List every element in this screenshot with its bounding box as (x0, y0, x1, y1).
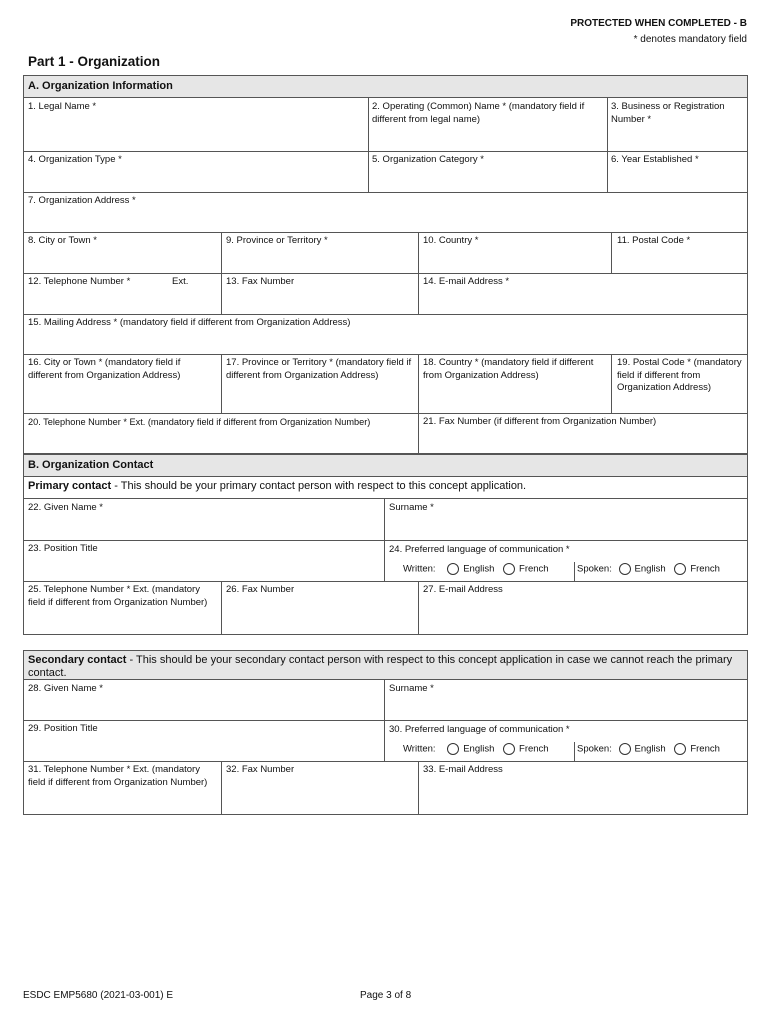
primary-contact-bold: Primary contact (28, 480, 112, 492)
french-label: French (519, 563, 549, 575)
fax-field[interactable] (222, 289, 417, 313)
secondary-contact-bold: Secondary contact (28, 654, 127, 666)
organization-address-field[interactable] (24, 208, 747, 231)
postal-code-field[interactable] (612, 248, 747, 272)
primary-surname-field[interactable] (385, 515, 747, 539)
french-label: French (690, 563, 720, 575)
primary-spoken-english-radio[interactable] (619, 563, 631, 575)
telephone-field[interactable] (24, 289, 220, 313)
page-number: Page 3 of 8 (360, 990, 412, 1001)
primary-fax-field[interactable] (222, 597, 417, 634)
city-field[interactable] (24, 248, 220, 272)
french-label: French (690, 743, 720, 755)
primary-telephone-label: 25. Telephone Number * Ext. (mandatory field if different from Organization Number) (28, 584, 208, 608)
mailing-telephone-label: 20. Telephone Number * Ext. (mandatory field if different from Organization Number) (28, 417, 371, 427)
secondary-contact-text: - This should be your secondary contact person with respect to this concept application in case we cannot reach the primary contact. (28, 654, 733, 679)
primary-language-options (403, 563, 549, 576)
primary-surname-label: Surname * (389, 502, 434, 513)
business-number-field[interactable] (608, 126, 747, 150)
email-label: 14. E-mail Address * (423, 276, 510, 287)
primary-spoken-options (577, 563, 720, 576)
mailing-city-field[interactable] (24, 383, 220, 412)
primary-language-label: 24. Preferred language of communication * (389, 544, 570, 555)
secondary-given-name-field[interactable] (24, 696, 383, 719)
telephone-ext-label: Ext. (172, 276, 189, 287)
legal-name-field[interactable] (24, 114, 367, 150)
primary-fax-label: 26. Fax Number (226, 584, 295, 595)
mailing-province-label: 17. Province or Territory * (mandatory field if different from Organization Address) (226, 357, 412, 381)
spoken-label: Spoken: (577, 743, 612, 755)
mailing-fax-field[interactable] (419, 429, 747, 453)
mailing-address-field[interactable] (24, 330, 747, 353)
operating-name-label: 2. Operating (Common) Name * (mandatory field if different from legal name) (372, 101, 585, 125)
secondary-spoken-french-radio[interactable] (674, 743, 686, 755)
secondary-email-label: 33. E-mail Address (423, 764, 503, 775)
postal-code-label: 11. Postal Code * (617, 235, 691, 246)
primary-written-french-radio[interactable] (503, 563, 515, 575)
form-id: ESDC EMP5680 (2021-03-001) E (23, 990, 174, 1001)
english-label: English (463, 563, 495, 575)
secondary-telephone-label: 31. Telephone Number * Ext. (mandatory field if different from Organization Number) (28, 764, 208, 788)
mandatory-note: * denotes mandatory field (633, 34, 747, 45)
english-label: English (634, 563, 666, 575)
primary-contact-text: - This should be your primary contact person with respect to this concept application. (111, 480, 527, 492)
secondary-spoken-options (577, 743, 720, 756)
secondary-given-name-label: 28. Given Name * (28, 683, 103, 694)
primary-spoken-french-radio[interactable] (674, 563, 686, 575)
secondary-written-english-radio[interactable] (447, 743, 459, 755)
telephone-label: 12. Telephone Number * (28, 276, 131, 287)
secondary-spoken-english-radio[interactable] (619, 743, 631, 755)
city-label: 8. City or Town * (28, 235, 97, 246)
mailing-address-label: 15. Mailing Address * (mandatory field if different from Organization Address) (28, 317, 351, 328)
english-label: English (634, 743, 666, 755)
organization-category-field[interactable] (369, 167, 606, 191)
part-title: Part 1 - Organization (28, 54, 161, 69)
mailing-country-field[interactable] (419, 383, 610, 412)
mailing-province-field[interactable] (222, 383, 417, 412)
legal-name-label: 1. Legal Name * (28, 101, 97, 112)
organization-address-label: 7. Organization Address * (28, 195, 136, 206)
secondary-surname-label: Surname * (389, 683, 434, 694)
primary-position-label: 23. Position Title (28, 543, 98, 554)
written-label: Written: (403, 743, 436, 755)
section-a-title: A. Organization Information (24, 76, 747, 98)
fax-label: 13. Fax Number (226, 276, 295, 287)
primary-telephone-field[interactable] (24, 610, 220, 634)
primary-given-name-field[interactable] (24, 515, 383, 539)
email-field[interactable] (419, 289, 747, 313)
section-b-title: B. Organization Contact (24, 455, 747, 477)
organization-type-label: 4. Organization Type * (28, 154, 122, 165)
province-label: 9. Province or Territory * (226, 235, 328, 246)
secondary-language-options (403, 743, 549, 756)
organization-category-label: 5. Organization Category * (372, 154, 484, 165)
primary-contact-heading (24, 477, 747, 499)
primary-email-field[interactable] (419, 597, 747, 634)
english-label: English (463, 743, 495, 755)
secondary-telephone-field[interactable] (24, 790, 220, 814)
year-established-label: 6. Year Established * (611, 154, 699, 165)
business-number-label: 3. Business or Registration Number * (611, 101, 725, 125)
written-label: Written: (403, 563, 436, 575)
secondary-written-french-radio[interactable] (503, 743, 515, 755)
country-label: 10. Country * (423, 235, 479, 246)
secondary-contact-heading (24, 651, 747, 680)
protected-header: PROTECTED WHEN COMPLETED - B (570, 18, 747, 29)
primary-position-field[interactable] (24, 556, 383, 580)
organization-type-field[interactable] (24, 167, 367, 191)
primary-given-name-label: 22. Given Name * (28, 502, 103, 513)
mailing-postal-code-label: 19. Postal Code * (mandatory field if different from Organization Address) (617, 357, 742, 393)
secondary-email-field[interactable] (419, 777, 747, 814)
secondary-position-field[interactable] (24, 736, 383, 760)
secondary-fax-field[interactable] (222, 777, 417, 814)
mailing-fax-label: 21. Fax Number (if different from Organization Number) (423, 416, 657, 427)
mailing-country-label: 18. Country * (mandatory field if different from Organization Address) (423, 357, 594, 381)
secondary-position-label: 29. Position Title (28, 723, 98, 734)
mailing-city-label: 16. City or Town * (mandatory field if different from Organization Address) (28, 357, 181, 381)
primary-email-label: 27. E-mail Address (423, 584, 503, 595)
spoken-label: Spoken: (577, 563, 612, 575)
secondary-language-label: 30. Preferred language of communication * (389, 724, 570, 735)
primary-written-english-radio[interactable] (447, 563, 459, 575)
mailing-telephone-field[interactable] (24, 429, 417, 453)
french-label: French (519, 743, 549, 755)
province-field[interactable] (222, 248, 417, 272)
secondary-fax-label: 32. Fax Number (226, 764, 295, 775)
country-field[interactable] (419, 248, 610, 272)
secondary-surname-field[interactable] (385, 696, 747, 719)
operating-name-field[interactable] (369, 126, 606, 150)
year-established-field[interactable] (608, 167, 747, 191)
